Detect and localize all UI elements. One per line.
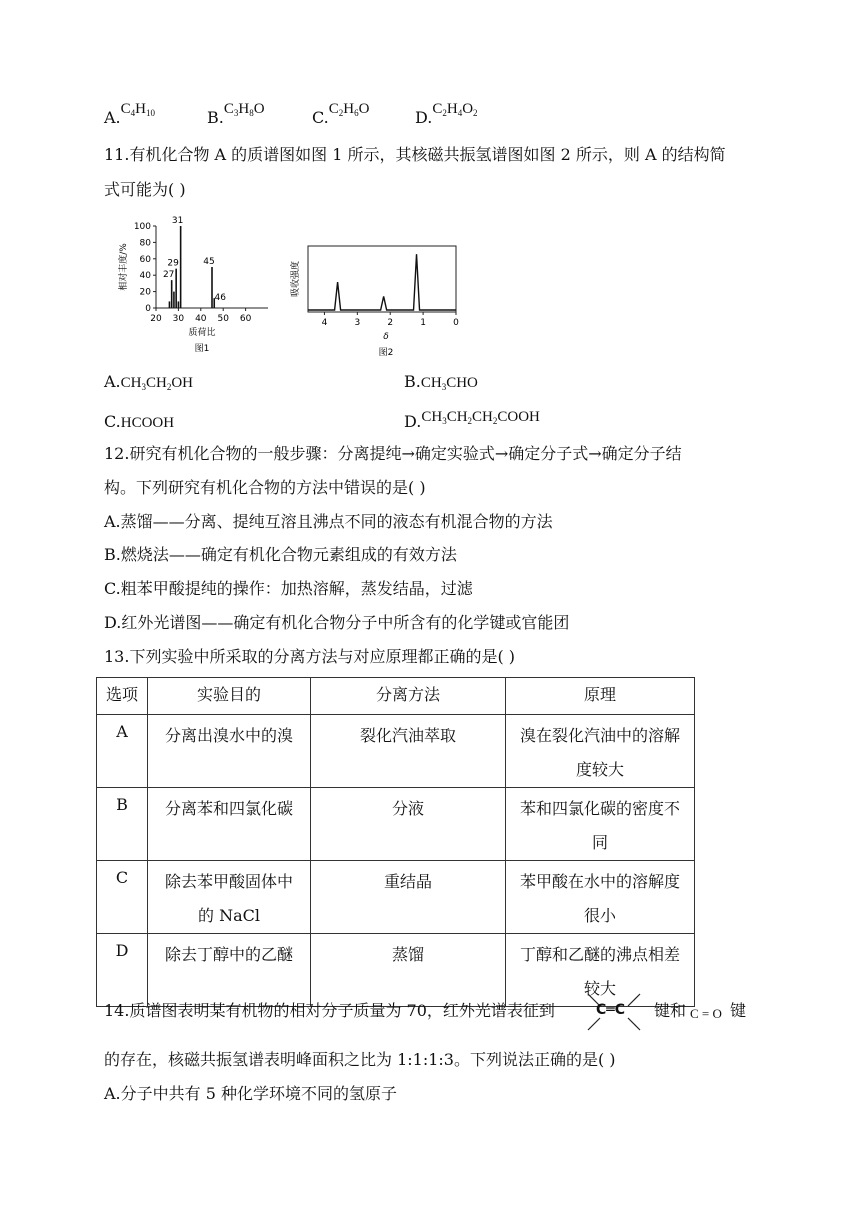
formula-text: H — [446, 101, 458, 117]
formula-subscript: 6 — [354, 108, 359, 118]
q10-option-b[interactable] — [207, 101, 265, 128]
formula-text: CH — [145, 375, 167, 391]
formula-text: O — [253, 101, 265, 117]
table-header-row — [97, 678, 695, 715]
q12-stem-line1: 12.研究有机化合物的一般步骤：分离提纯→确定实验式→确定分子式→确定分子结 — [104, 444, 682, 463]
x-tick-label: 2 — [387, 318, 394, 328]
formula — [121, 101, 155, 117]
table-row — [97, 715, 695, 788]
q11-option-d[interactable] — [404, 409, 540, 432]
formula-subscript: 2 — [338, 108, 344, 118]
q12-stem-line2: 构。下列研究有机化合物的方法中错误的是( ) — [104, 478, 426, 497]
x-tick-label: 30 — [172, 314, 185, 324]
formula-subscript: 3 — [141, 382, 146, 392]
option-label: D. — [415, 108, 433, 127]
formula-text: H — [238, 101, 250, 117]
header-cell: 原理 — [506, 678, 695, 715]
peak-label: 46 — [214, 293, 226, 304]
formula — [432, 101, 477, 117]
x-tick-label: 20 — [150, 314, 162, 324]
table-cell: 苯甲酸在水中的溶解度 很小 — [506, 861, 695, 934]
x-tick-label: 60 — [239, 314, 252, 324]
option-label: B. — [207, 108, 224, 127]
bond-text-co: C = O — [690, 1006, 722, 1021]
table-cell: 蒸馏 — [311, 934, 506, 1007]
table-cell: 裂化汽油萃取 — [311, 715, 506, 788]
header-cell: 分离方法 — [311, 678, 506, 715]
formula — [329, 101, 370, 117]
table-cell: 分离出溴水中的溴 — [148, 715, 311, 788]
peak-label: 27 — [162, 270, 175, 281]
formula-subscript: 2 — [473, 108, 478, 118]
y-tick-label: 100 — [133, 222, 151, 232]
formula-text: CHO — [446, 375, 478, 391]
option-label: A. — [104, 108, 121, 127]
x-tick-label: 3 — [354, 318, 361, 328]
y-axis-label: 吸收强度 — [291, 260, 301, 298]
q12-option-c[interactable]: C.粗苯甲酸提纯的操作：加热溶解，蒸发结晶，过滤 — [104, 579, 473, 598]
option-label: D. — [404, 412, 422, 431]
formula-subscript: 2 — [492, 416, 498, 426]
table-row — [97, 861, 695, 934]
formula-text: O — [462, 101, 474, 117]
table-cell: C — [97, 861, 148, 934]
formula-text: CH — [421, 409, 443, 425]
q14-stem-line1 — [104, 1001, 555, 1021]
formula-text: C — [223, 101, 234, 117]
q13-stem: 13.下列实验中所采取的分离方法与对应原理都正确的是( ) — [104, 647, 516, 666]
q14-text-part2: 键和 — [654, 1001, 687, 1020]
bond-text-cc: C═C — [596, 1002, 625, 1018]
formula-text: C — [432, 101, 443, 117]
table-row — [97, 788, 695, 861]
formula-text: CH — [420, 375, 442, 391]
q10-option-a[interactable] — [104, 101, 155, 128]
formula-subscript: 2 — [467, 416, 473, 426]
peak-label: 29 — [167, 258, 179, 269]
formula-subscript: 3 — [442, 416, 447, 426]
y-tick-label: 20 — [139, 287, 151, 298]
q14-text-part3: 键 — [730, 1001, 747, 1020]
y-tick-label: 60 — [139, 254, 151, 265]
double-bond-figure — [584, 990, 644, 1034]
formula-text: H — [343, 101, 355, 117]
q14-text-part1: 14.质谱图表明某有机物的相对分子质量为 70，红外光谱表征到 — [104, 1001, 555, 1020]
table-cell: A — [97, 715, 148, 788]
table-cell: D — [97, 934, 148, 1007]
nmr-trace — [308, 254, 456, 310]
table-cell: B — [97, 788, 148, 861]
formula — [121, 415, 174, 431]
formula-text: H — [135, 101, 146, 117]
figure-caption: 图2 — [378, 348, 394, 358]
x-tick-label: 4 — [321, 318, 328, 328]
formula-subscript: 8 — [249, 108, 254, 118]
formula-subscript: 10 — [146, 108, 155, 118]
formula-subscript: 4 — [457, 108, 463, 118]
q11-option-b[interactable] — [404, 372, 478, 392]
formula — [421, 375, 478, 391]
formula — [421, 409, 540, 425]
table-cell: 除去苯甲酸固体中 的 NaCl — [148, 861, 311, 934]
y-axis-label: 相对丰度/% — [119, 243, 129, 291]
x-tick-label: 0 — [453, 318, 459, 328]
table-cell: 除去丁醇中的乙醚 — [148, 934, 311, 1007]
formula-subscript: 4 — [130, 108, 136, 118]
option-label: B. — [404, 372, 421, 391]
q10-option-c[interactable] — [312, 101, 370, 128]
q12-option-a[interactable]: A.蒸馏——分离、提纯互溶且沸点不同的液态有机混合物的方法 — [104, 512, 553, 531]
figure-caption: 图1 — [194, 344, 210, 354]
options-table — [96, 677, 695, 1007]
formula-text: CH — [472, 409, 493, 425]
x-axis-label: 质荷比 — [188, 328, 216, 338]
q12-option-b[interactable]: B.燃烧法——确定有机化合物元素组成的有效方法 — [104, 545, 457, 564]
q11-option-a[interactable] — [104, 372, 193, 392]
x-tick-label: 40 — [195, 314, 207, 324]
option-label: C. — [312, 108, 329, 127]
q14-stem-line2: 的存在，核磁共振氢谱表明峰面积之比为 1:1:1:3。下列说法正确的是( ) — [104, 1050, 616, 1069]
formula-subscript: 2 — [166, 382, 172, 392]
formula-text: CH — [446, 409, 468, 425]
formula — [121, 375, 193, 391]
q11-stem-line1: 11.有机化合物 A 的质谱图如图 1 所示，其核磁共振氢谱图如图 2 所示，则 A 的结构简 — [104, 145, 726, 164]
formula-text: OH — [171, 375, 193, 391]
peak-label: 45 — [203, 257, 215, 267]
x-tick-label: 1 — [420, 318, 426, 328]
y-tick-label: 0 — [145, 304, 151, 314]
q10-option-d[interactable] — [415, 101, 478, 128]
formula-text: COOH — [497, 409, 540, 425]
q11-option-c[interactable] — [104, 412, 174, 432]
formula-text: C — [120, 101, 131, 117]
formula-text: HCOOH — [120, 415, 175, 431]
formula — [224, 101, 265, 117]
y-tick-label: 80 — [139, 238, 151, 249]
peak-label: 31 — [171, 216, 184, 226]
formula-text: CH — [120, 375, 142, 391]
nmr-spectrum-chart — [288, 240, 463, 360]
q14-option-a[interactable]: A.分子中共有 5 种化学环境不同的氢原子 — [104, 1084, 397, 1103]
table-cell: 溴在裂化汽油中的溶解 度较大 — [506, 715, 695, 788]
table-cell: 重结晶 — [311, 861, 506, 934]
formula-subscript: 2 — [442, 108, 447, 118]
option-label: A. — [104, 372, 121, 391]
x-tick-label: 50 — [217, 314, 229, 324]
header-cell: 实验目的 — [148, 678, 311, 715]
q11-stem-line2: 式可能为( ) — [104, 180, 186, 199]
formula-text: O — [358, 101, 370, 117]
header-cell: 选项 — [97, 678, 148, 715]
table-cell: 苯和四氯化碳的密度不 同 — [506, 788, 695, 861]
option-label: C. — [104, 412, 121, 431]
table-cell: 丁醇和乙醚的沸点相差 较大 — [506, 934, 695, 1007]
formula-subscript: 3 — [233, 108, 239, 118]
table-cell: 分离苯和四氯化碳 — [148, 788, 311, 861]
q12-option-d[interactable]: D.红外光谱图——确定有机化合物分子中所含有的化学键或官能团 — [104, 613, 570, 632]
table-cell: 分液 — [311, 788, 506, 861]
mass-spectrum-chart — [112, 210, 272, 360]
y-tick-label: 40 — [139, 271, 151, 282]
formula-text: C — [328, 101, 339, 117]
formula-subscript: 3 — [441, 382, 447, 392]
x-axis-label: δ — [383, 332, 389, 342]
